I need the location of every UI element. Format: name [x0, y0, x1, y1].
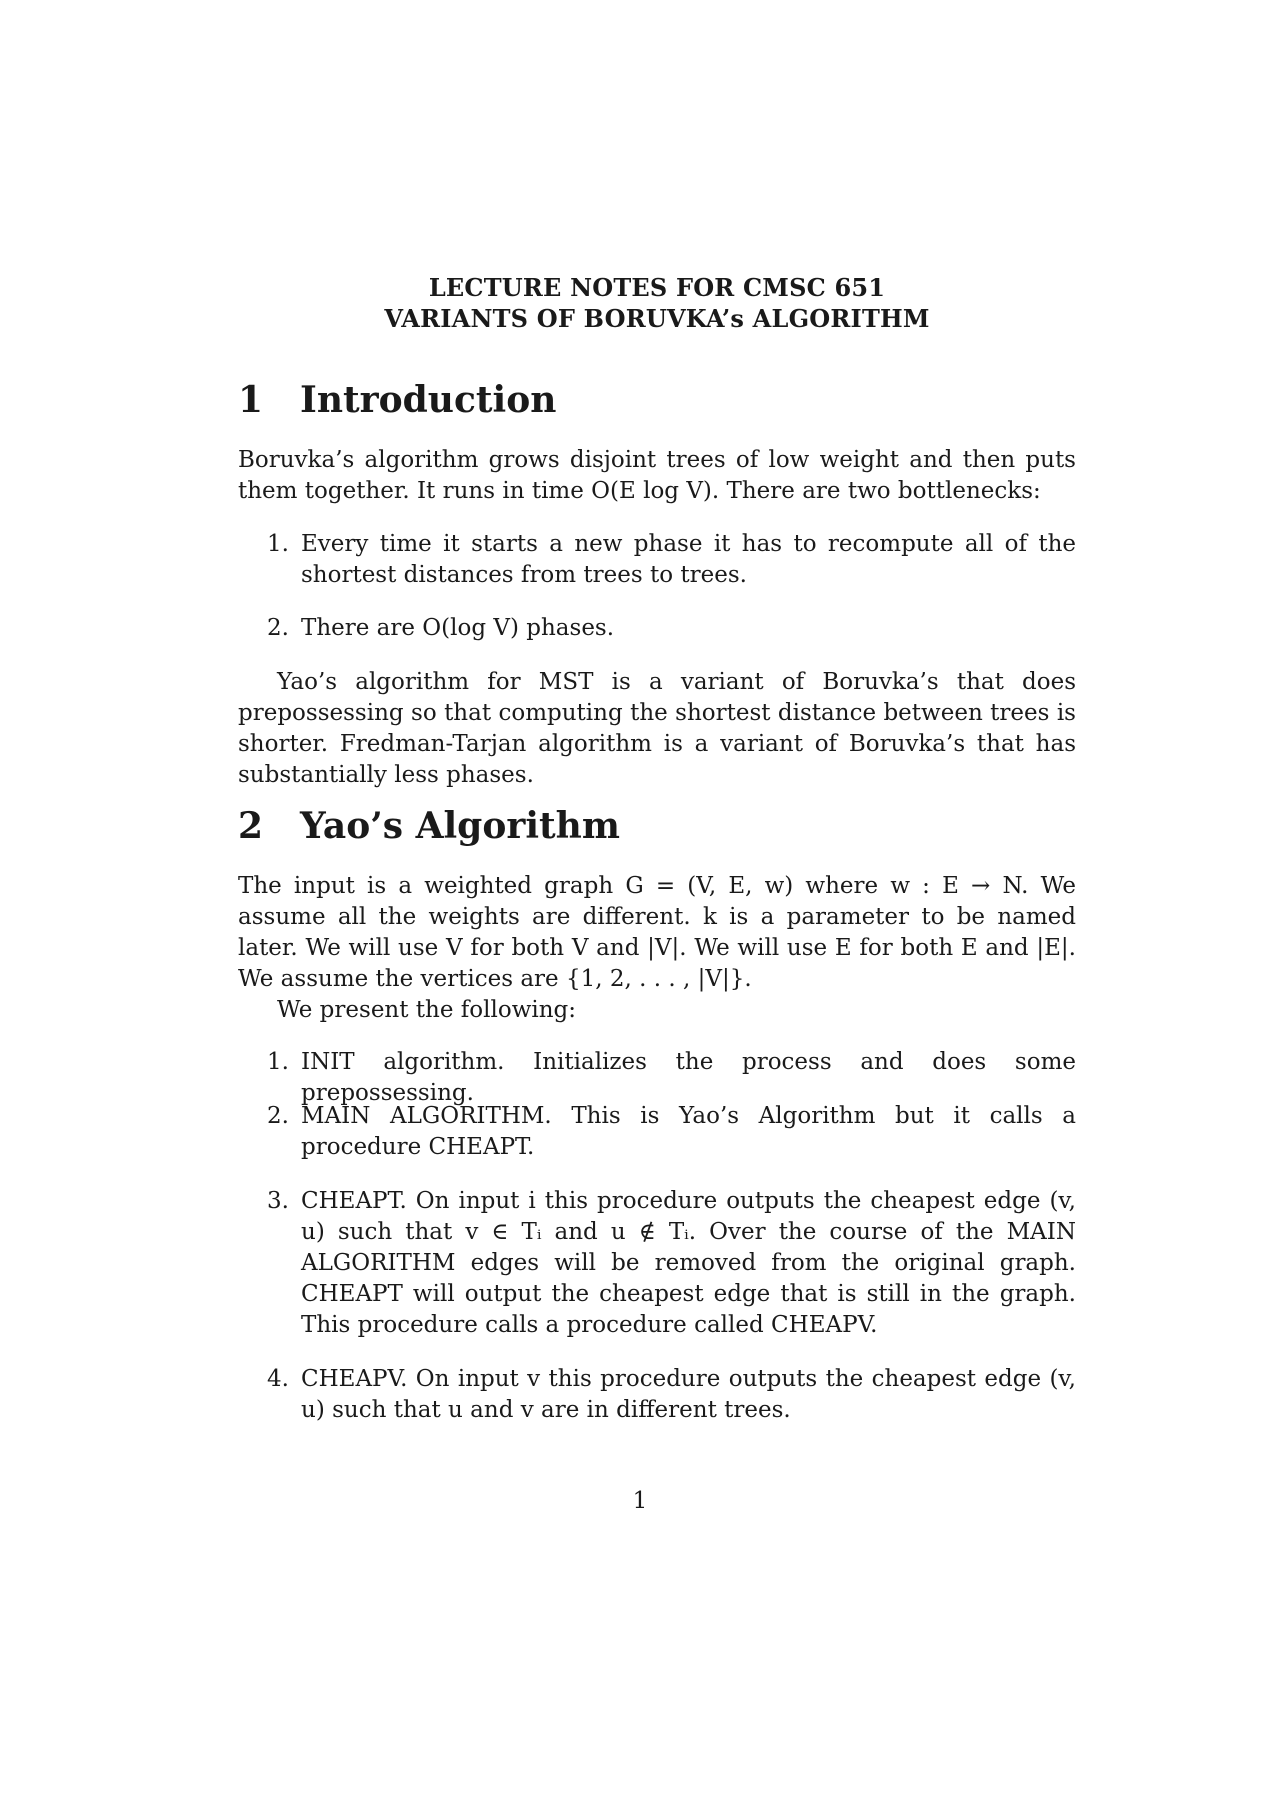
page-number: 1: [632, 1488, 648, 1514]
section-1-title: Introduction: [300, 379, 557, 421]
section-1-list-2: [238, 613, 1076, 644]
list-item-text: MAIN ALGORITHM. This is Yao’s Algorithm but it calls a procedure CHEAPT.: [301, 1103, 1076, 1160]
section-2-title: Yao’s Algorithm: [300, 805, 620, 847]
list-item: [238, 1186, 1076, 1341]
list-item-text: Every time it starts a new phase it has to recompute all of the shortest distances from trees to trees.: [301, 531, 1076, 588]
list-item-text: CHEAPV. On input v this procedure outputs the cheapest edge (v, u) such that u and v are in different trees.: [301, 1366, 1076, 1423]
list-item-text: CHEAPT. On input i this procedure outputs the cheapest edge (v, u) such that v ∈ Tᵢ and u ∉ Tᵢ. Over the course of the MAIN ALGORITHM edges will be removed from the original graph. CHEAPT will output the cheapest edge that is still in the graph. This procedure calls a procedure called CHEAPV.: [301, 1188, 1076, 1338]
list-item-text: INIT algorithm. Initializes the process and does some prepossessing.: [301, 1049, 1076, 1106]
section-1-heading: [238, 378, 556, 422]
section-1-paragraph-1: Boruvka’s algorithm grows disjoint trees of low weight and then puts them together. It runs in time O(E log V). There are two bottlenecks:: [238, 447, 1076, 504]
list-item: [238, 613, 1076, 644]
section-2-list-item-4: [238, 1364, 1076, 1426]
section-1-number: 1: [238, 379, 264, 421]
section-1-body: [238, 445, 1076, 507]
section-2-list-item-3: [238, 1186, 1076, 1341]
title-line-1: LECTURE NOTES FOR CMSC 651: [428, 273, 886, 302]
section-2-list-item-1: [238, 1047, 1076, 1109]
list-marker: 4.: [267, 1366, 289, 1392]
section-2-paragraph-2: We present the following:: [277, 997, 577, 1023]
list-item: [238, 1364, 1076, 1426]
list-marker: 1.: [267, 531, 289, 557]
section-2-heading: [238, 804, 620, 848]
title-line-2: VARIANTS OF BORUVKA’s ALGORITHM: [384, 304, 930, 333]
section-1-paragraph-2: Yao’s algorithm for MST is a variant of Boruvka’s that does prepossessing so that computing the shortest distance between trees is shorter. Fredman-Tarjan algorithm is a variant of Boruvka’s that has substantially less phases.: [238, 669, 1076, 788]
list-item-text: There are O(log V) phases.: [301, 615, 615, 641]
list-marker: 2.: [267, 615, 289, 641]
section-1-list: [238, 529, 1076, 591]
section-2-list-item-2: [238, 1101, 1076, 1163]
list-marker: 2.: [267, 1103, 289, 1129]
list-marker: 3.: [267, 1188, 289, 1214]
list-marker: 1.: [267, 1049, 289, 1075]
section-2-number: 2: [238, 805, 264, 847]
list-item: [238, 1047, 1076, 1109]
section-1-body-2: [238, 667, 1076, 791]
list-item: [238, 1101, 1076, 1163]
list-item: [238, 529, 1076, 591]
section-2-paragraph-1: The input is a weighted graph G = (V, E, w) where w : E → N. We assume all the weights are different. k is a parameter to be named later. We will use V for both V and |V|. We will use E for both E and |E|. We assume the vertices are {1, 2, . . . , |V|}.: [238, 873, 1076, 992]
section-2-body: [238, 871, 1076, 1026]
document-title: [238, 272, 1076, 334]
